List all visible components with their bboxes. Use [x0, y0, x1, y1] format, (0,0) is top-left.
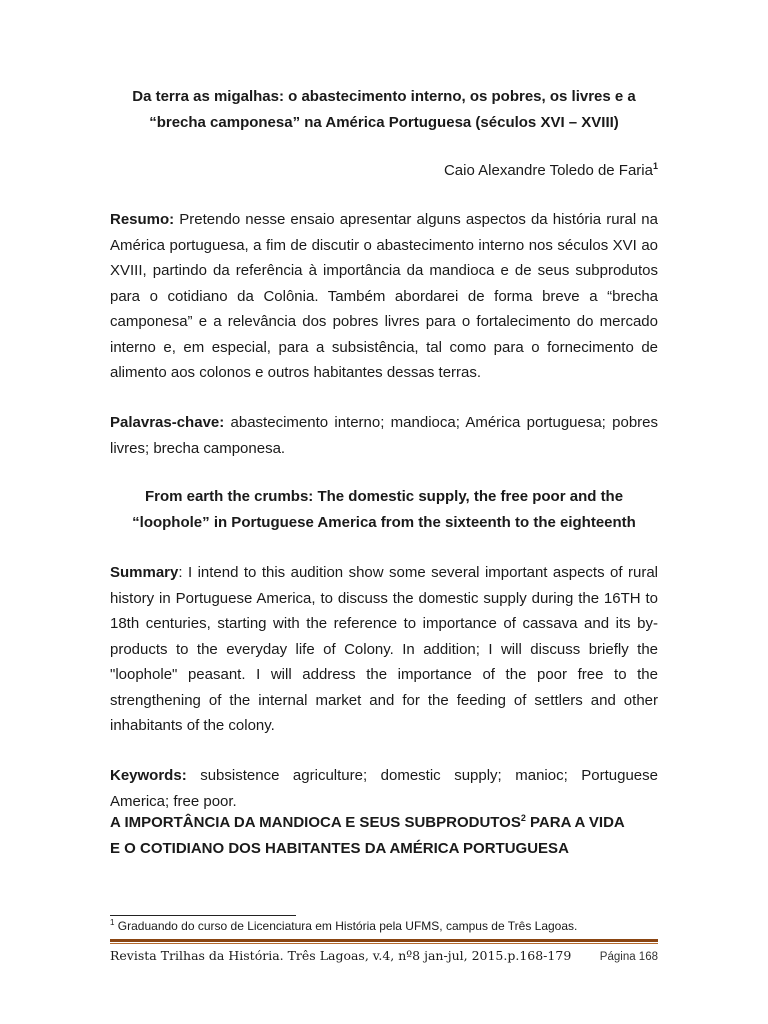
- section-heading-line-1-start: A IMPORTÂNCIA DA MANDIOCA E SEUS SUBPRODUTOS: [110, 814, 521, 831]
- title-pt-line-2: “brecha camponesa” na América Portuguesa (séculos XVI – XVIII): [149, 114, 619, 131]
- keywords-en-label: Keywords:: [110, 767, 187, 784]
- section-heading-line-2: E O COTIDIANO DOS HABITANTES DA AMÉRICA PORTUGUESA: [110, 839, 569, 857]
- footer-rule: [110, 939, 658, 942]
- footnote-text: Graduando do curso de Licenciatura em História pela UFMS, campus de Três Lagoas.: [114, 919, 578, 933]
- title-en-line-1: From earth the crumbs: The domestic supply, the free poor and the: [144, 488, 624, 505]
- keywords-en: [110, 763, 658, 814]
- title-pt-line-1: Da terra as migalhas: o abastecimento interno, os pobres, os livres e a: [132, 88, 636, 105]
- title-en-line-2: “loophole” in Portuguese America from the sixteenth to the eighteenth: [132, 514, 636, 531]
- author-line: [444, 160, 658, 182]
- article-title-pt: [110, 84, 658, 136]
- section-heading-line-1: [110, 810, 658, 836]
- footnote-divider: [110, 915, 296, 916]
- keywords-en-text: subsistence agriculture; domestic supply; manioc; Portuguese America; free poor.: [110, 767, 658, 810]
- author-footnote-ref[interactable]: 1: [652, 161, 658, 171]
- footnote-marker: 1: [110, 918, 115, 927]
- abstract-en-text: : I intend to this audition show some several important aspects of rural history in Portuguese America, to discuss the domestic supply during the 16TH to 18th centuries, starting with the reference to importance of cassava and its by-products to the everyday life of Colony. In addition; I will discuss briefly the "loophole" peasant. I will address the importance of the poor free to the strengthening of the internal market and for the feeding of settlers and other inhabitants of the colony.: [110, 564, 658, 734]
- section-heading-line-1-end: PARA A VIDA: [525, 814, 625, 831]
- abstract-pt-label: Resumo:: [110, 211, 175, 228]
- section-heading-footnote-ref[interactable]: 2: [520, 813, 526, 823]
- keywords-pt-text: abastecimento interno; mandioca; América portuguesa; pobres livres; brecha camponesa.: [110, 414, 658, 457]
- article-title-en: [110, 484, 658, 536]
- section-heading: [110, 810, 658, 861]
- author-name: Caio Alexandre Toledo de Faria: [443, 162, 653, 179]
- abstract-en: [110, 560, 658, 739]
- abstract-pt: [110, 207, 658, 386]
- keywords-pt: [110, 410, 658, 461]
- footer-page-number: Página 168: [599, 951, 658, 963]
- keywords-pt-label: Palavras-chave:: [110, 414, 225, 431]
- footer-journal-citation: Revista Trilhas da História. Três Lagoas, v.4, nº8 jan-jul, 2015.p.168-179: [110, 948, 572, 963]
- abstract-en-label: Summary: [110, 564, 179, 581]
- footer-rule-thin: [110, 943, 658, 944]
- abstract-pt-text: Pretendo nesse ensaio apresentar alguns aspectos da história rural na América portuguesa, a fim de discutir o abastecimento interno nos séculos XVI ao XVIII, partindo da referência à importância da mandioca e de seus subprodutos para o cotidiano da Colônia. Também abordarei de forma breve a “brecha camponesa” e a relevância dos pobres livres para o fortalecimento do mercado interno e, em especial, para a subsistência, tal como para o fornecimento de alimento aos colonos e outros habitantes dessas terras.: [110, 211, 658, 381]
- footnote-1: [110, 919, 658, 934]
